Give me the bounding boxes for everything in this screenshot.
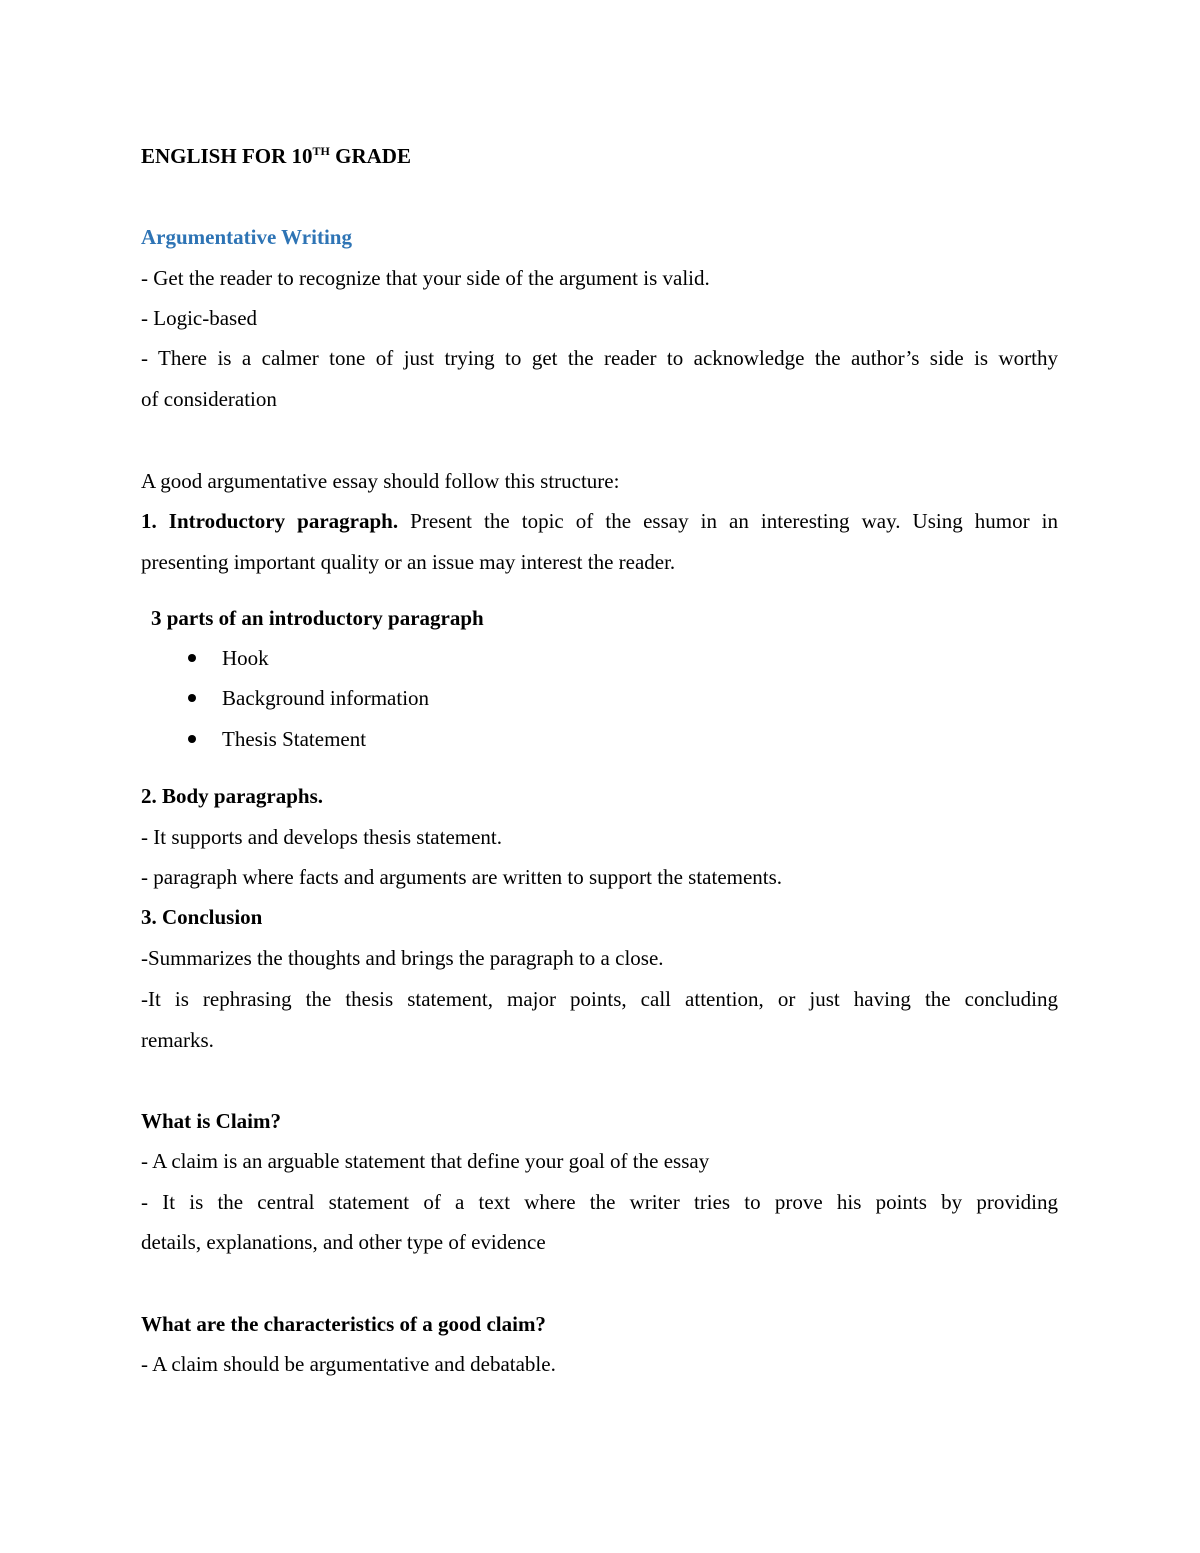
bullet-text: Thesis Statement xyxy=(222,727,367,751)
bullet-icon xyxy=(188,735,196,743)
argumentative-point: - Get the reader to recognize that your side of the argument is valid. xyxy=(141,266,710,290)
claim-point-continued: details, explanations, and other type of evidence xyxy=(141,1230,546,1254)
item-2-point: - It supports and develops thesis statement. xyxy=(141,825,503,849)
item-2-point: - paragraph where facts and arguments are written to support the statements. xyxy=(141,865,783,889)
item-2-label: 2. Body paragraphs. xyxy=(141,784,324,808)
title-prefix: ENGLISH FOR 10 xyxy=(141,144,313,168)
characteristics-point: - A claim should be argumentative and debatable. xyxy=(141,1352,556,1376)
item-1-text-continued: presenting important quality or an issue may interest the reader. xyxy=(141,550,676,574)
item-3-point: -Summarizes the thoughts and brings the paragraph to a close. xyxy=(141,946,664,970)
bullet-text: Hook xyxy=(222,646,269,670)
argumentative-point: - There is a calmer tone of just trying to get the reader to acknowledge the author’s side is worthy xyxy=(141,346,1058,370)
claim-point: - It is the central statement of a text where the writer tries to prove his points by providing xyxy=(141,1190,1058,1214)
bullet-icon xyxy=(188,654,196,662)
claim-heading: What is Claim? xyxy=(141,1109,282,1133)
item-1-label: 1. Introductory paragraph. xyxy=(141,509,399,533)
characteristics-heading: What are the characteristics of a good claim? xyxy=(141,1312,546,1336)
document-title xyxy=(141,143,411,169)
document-page xyxy=(141,0,1058,1553)
argumentative-point: - Logic-based xyxy=(141,306,258,330)
title-suffix: GRADE xyxy=(329,144,411,168)
title-superscript: TH xyxy=(312,144,330,158)
item-3-point: -It is rephrasing the thesis statement, major points, call attention, or just having the concluding xyxy=(141,987,1058,1011)
bullet-text: Background information xyxy=(222,686,430,710)
structure-item-1 xyxy=(141,508,1058,534)
intro-parts-heading: 3 parts of an introductory paragraph xyxy=(151,606,484,630)
argumentative-heading: Argumentative Writing xyxy=(141,225,352,249)
item-1-text: Present the topic of the essay in an interesting way. Using humor in xyxy=(398,509,1059,533)
bullet-icon xyxy=(188,694,196,702)
claim-point: - A claim is an arguable statement that define your goal of the essay xyxy=(141,1149,710,1173)
structure-intro-sentence: A good argumentative essay should follow this structure: xyxy=(141,469,620,493)
item-3-label: 3. Conclusion xyxy=(141,905,263,929)
item-3-point-continued: remarks. xyxy=(141,1028,214,1052)
argumentative-point-continued: of consideration xyxy=(141,387,277,411)
